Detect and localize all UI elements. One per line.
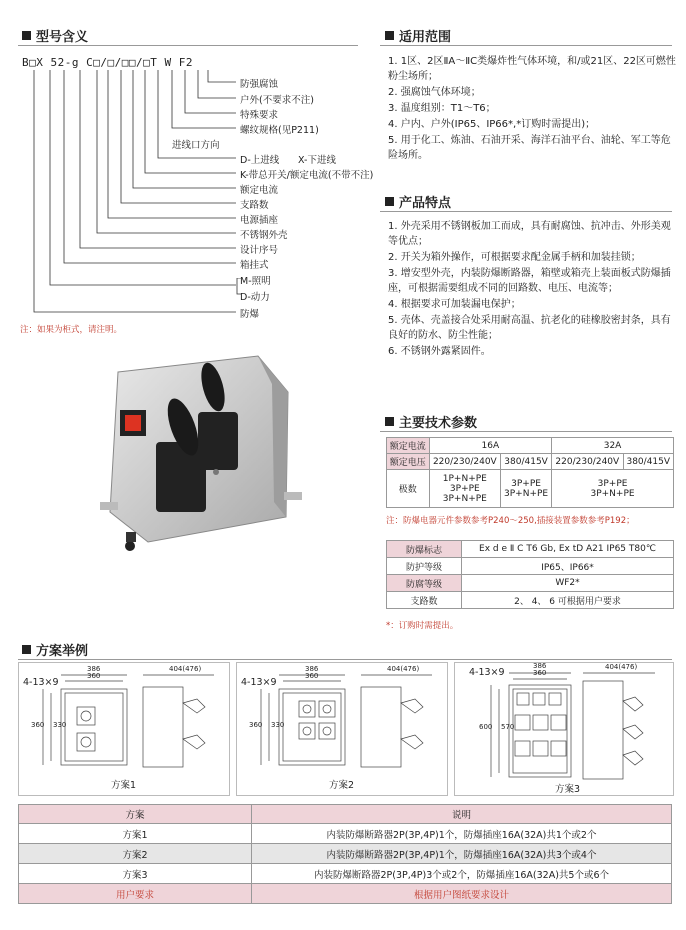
tech-cell: 380/415V: [623, 454, 673, 470]
list-item: 5. 壳体、壳盖接合处采用耐高温、抗老化的硅橡胶密封条，具有良好的防水、防尘性能；: [388, 315, 671, 341]
diag-caption: 方案3: [555, 784, 581, 795]
tech-note-2: *：订购时需提出。: [386, 621, 459, 631]
diag-side: 404(476): [169, 665, 202, 673]
label-top-inlet: D-上进线: [240, 155, 280, 166]
label-socket: 电源插座: [240, 215, 279, 226]
diag-w1: 386: [533, 662, 547, 670]
diagram-1: [18, 662, 230, 796]
diag-h2: 330: [53, 721, 67, 729]
diag-w2: 360: [533, 669, 547, 677]
diag-h2: 330: [271, 721, 285, 729]
list-item: 1. 1区、2区ⅡA～ⅡC类爆炸性气体环境，和/或21区、22区可燃性粉尘场所；: [388, 56, 676, 82]
label-power: D-动力: [240, 292, 270, 303]
label-explosion-proof: 防爆: [240, 309, 260, 320]
model-code: B□X 52-g C□/□/□□/□T W F2: [22, 56, 193, 69]
tech-note: 注：防爆电器元件参数参考P240～250,插接装置参数参考P192；: [386, 516, 635, 526]
diag-caption: 方案1: [111, 780, 137, 791]
diagram-3: [454, 662, 674, 796]
diag-side: 404(476): [605, 663, 638, 671]
label-rated-current: 额定电流: [240, 185, 279, 196]
tech-cell: 32A: [552, 438, 674, 454]
diag-w2: 360: [305, 672, 319, 680]
tech-value: IP65、IP66*: [462, 558, 674, 575]
tech-table: [386, 437, 674, 508]
tech-head-current: 额定电流: [387, 438, 430, 454]
list-item: 2. 强腐蚀气体环境；: [388, 87, 481, 98]
scheme-head: 方案: [19, 805, 252, 824]
tech-cell: 220/230/240V: [552, 454, 623, 470]
features-list: [388, 219, 678, 360]
label-bottom-inlet: X-下进线: [298, 155, 336, 166]
tech-key: 支路数: [387, 592, 462, 609]
list-item: 3. 增安型外壳，内装防爆断路器，箱壁或箱壳上装面板式防爆插座，可根据需要组成不同的回路数、电压、电流等；: [388, 268, 671, 294]
diag-w2: 360: [87, 672, 101, 680]
product-photo: [98, 352, 306, 564]
tech-key: 防爆标志: [387, 541, 462, 558]
label-lighting: M-照明: [240, 276, 271, 287]
diag-holes: 4-13×9: [241, 677, 277, 688]
list-item: 6. 不锈钢外露紧固件。: [388, 346, 491, 357]
tech-key: 防护等级: [387, 558, 462, 575]
scope-list: [388, 54, 678, 164]
scheme-key: 用户要求: [19, 884, 252, 904]
tech-cell: 1P+N+PE 3P+PE 3P+N+PE: [429, 470, 500, 508]
list-item: 5. 用于化工、炼油、石油开采、海洋石油平台、油轮、军工等危险场所。: [388, 135, 671, 161]
scheme-head: 说明: [252, 805, 672, 824]
tech-value: Ex d e Ⅱ C T6 Gb, Ex tD A21 IP65 T80℃: [462, 541, 674, 558]
tech-head-voltage: 额定电压: [387, 454, 430, 470]
tech-key: 防腐等级: [387, 575, 462, 592]
tech-cell: 380/415V: [501, 454, 552, 470]
diag-w1: 386: [87, 665, 101, 673]
label-inlet-direction: 进线口方向: [172, 140, 220, 151]
list-item: 3. 温度组别：T1～T6；: [388, 103, 496, 114]
label-wall-mount: 箱挂式: [240, 260, 269, 271]
diag-h2: 570: [501, 723, 515, 731]
label-thread: 螺纹规格(见P211): [240, 125, 319, 136]
tech-cell: 3P+PE 3P+N+PE: [552, 470, 674, 508]
diag-side: 404(476): [387, 665, 420, 673]
scheme-key: 方案1: [19, 824, 252, 844]
diag-h1: 360: [249, 721, 263, 729]
tech-title: 主要技术参数: [385, 412, 477, 431]
diagram-2: [236, 662, 448, 796]
tech-cell: 16A: [429, 438, 551, 454]
label-special: 特殊要求: [240, 110, 279, 121]
tech-value: WF2*: [462, 575, 674, 592]
list-item: 1. 外壳采用不锈钢板加工而成，具有耐腐蚀、抗冲击、外形美观等优点；: [388, 221, 671, 247]
diag-holes: 4-13×9: [469, 667, 505, 678]
model-note: 注：如果为柜式，请注明。: [20, 325, 123, 335]
scheme-value: 内装防爆断路器2P(3P,4P)3个或2个，防爆插座16A(32A)共5个或6个: [252, 864, 672, 884]
scope-title: 适用范围: [385, 26, 451, 45]
label-anticorrosion: 防强腐蚀: [240, 79, 279, 90]
label-branches: 支路数: [240, 200, 269, 211]
tech-head-poles: 极数: [387, 470, 430, 508]
label-design-no: 设计序号: [240, 245, 279, 256]
label-main-switch: K-带总开关/额定电流(不带不注): [240, 170, 374, 181]
list-item: 2. 开关为箱外操作，可根据要求配金属手柄和加装挂锁；: [388, 252, 641, 263]
scheme-value: 内装防爆断路器2P(3P,4P)1个，防爆插座16A(32A)共1个或2个: [252, 824, 672, 844]
tech-value: 2、 4、 6 可根据用户要求: [462, 592, 674, 609]
model-meaning-title: 型号含义: [22, 26, 88, 45]
tech-cell: 3P+PE 3P+N+PE: [501, 470, 552, 508]
diag-caption: 方案2: [329, 780, 355, 791]
diag-h1: 360: [31, 721, 45, 729]
scheme-value: 内装防爆断路器2P(3P,4P)1个，防爆插座16A(32A)共3个或4个: [252, 844, 672, 864]
scheme-key: 方案2: [19, 844, 252, 864]
scheme-table: [18, 804, 672, 904]
tech-table-2: [386, 540, 674, 609]
label-stainless: 不锈钢外壳: [240, 230, 288, 241]
tech-cell: 220/230/240V: [429, 454, 500, 470]
list-item: 4. 户内、户外(IP65、IP66*,*订购时需提出)；: [388, 119, 596, 130]
label-outdoor: 户外(不要求不注): [240, 95, 314, 106]
diag-w1: 386: [305, 665, 319, 673]
scheme-value: 根据用户图纸要求设计: [252, 884, 672, 904]
examples-title: 方案举例: [22, 640, 88, 659]
diag-h1: 600: [479, 723, 493, 731]
features-title: 产品特点: [385, 192, 451, 211]
diag-holes: 4-13×9: [23, 677, 59, 688]
list-item: 4. 根据要求可加装漏电保护；: [388, 299, 521, 310]
scheme-key: 方案3: [19, 864, 252, 884]
